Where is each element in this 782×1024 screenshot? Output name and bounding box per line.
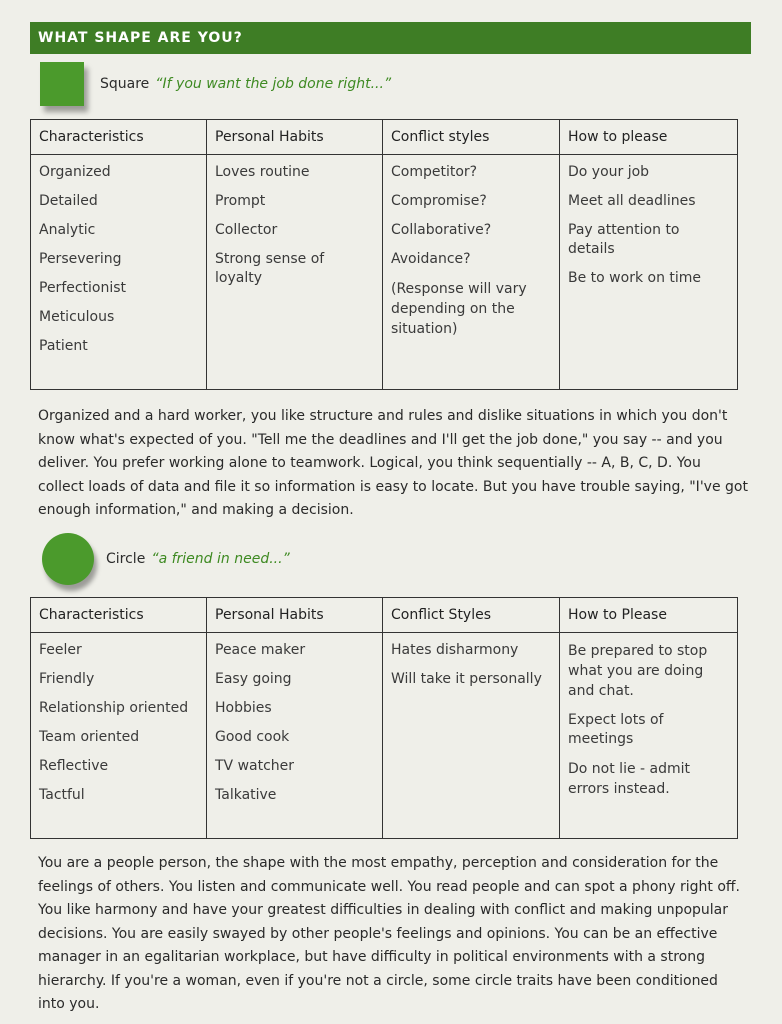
square-habits-cell bbox=[207, 155, 383, 390]
square-please-cell bbox=[560, 155, 738, 390]
list-item: Friendly bbox=[39, 671, 95, 687]
list-item: Pay attention to details bbox=[568, 222, 680, 257]
circle-title: Circle bbox=[106, 551, 146, 567]
list-item: Reflective bbox=[39, 758, 109, 774]
list-item: Talkative bbox=[215, 787, 277, 803]
table-row bbox=[31, 633, 738, 839]
table-header-row bbox=[31, 120, 738, 155]
list-item: Team oriented bbox=[39, 729, 140, 745]
list-item: Relationship oriented bbox=[39, 700, 189, 716]
list-item: Easy going bbox=[215, 671, 292, 687]
list-item: Collaborative? bbox=[391, 222, 492, 238]
list-item: TV watcher bbox=[215, 758, 295, 774]
list-item: Good cook bbox=[215, 729, 290, 745]
circle-characteristics-cell bbox=[31, 633, 207, 839]
column-header: Conflict styles bbox=[383, 120, 560, 155]
column-header: Characteristics bbox=[31, 120, 207, 155]
square-traits-table bbox=[30, 119, 738, 390]
page-banner: WHAT SHAPE ARE YOU? bbox=[30, 22, 751, 54]
list-item: Be prepared to stop what you are doing and chat. bbox=[568, 643, 708, 699]
circle-traits-table bbox=[30, 597, 738, 839]
square-quote: “If you want the job done right...” bbox=[155, 76, 392, 92]
circle-description: You are a people person, the shape with the most empathy, perception and consideration for the feelings of others. You listen and communicate well. You read people and can spot a phony right off. You like harmony and have your greatest difficulties in dealing with conflict and making unpopular decisions. You are easily swayed by other people's feelings and opinions. You can be an effective manager in an egalitarian workplace, but have difficulty in political environments with a strong hierarchy. If you're a woman, even if you're not a circle, some circle traits have been conditioned into you. bbox=[38, 855, 740, 1012]
list-item: Meticulous bbox=[39, 309, 115, 325]
list-item: Feeler bbox=[39, 642, 82, 658]
table-header-row bbox=[31, 598, 738, 633]
list-item: Collector bbox=[215, 222, 278, 238]
column-header: Personal Habits bbox=[207, 598, 383, 633]
list-item: Will take it personally bbox=[391, 671, 542, 687]
list-item: Organized bbox=[39, 164, 111, 180]
list-item: Compromise? bbox=[391, 193, 487, 209]
list-item: Expect lots of meetings bbox=[568, 712, 664, 747]
circle-habits-cell bbox=[207, 633, 383, 839]
list-item: Prompt bbox=[215, 193, 266, 209]
circle-please-cell bbox=[560, 633, 738, 839]
column-header: Characteristics bbox=[31, 598, 207, 633]
square-title: Square bbox=[100, 76, 150, 92]
list-item: Hates disharmony bbox=[391, 642, 519, 658]
list-item: Be to work on time bbox=[568, 270, 702, 286]
column-header: Conflict Styles bbox=[383, 598, 560, 633]
list-item: Do not lie - admit errors instead. bbox=[568, 761, 691, 797]
column-header: How to please bbox=[560, 120, 738, 155]
list-item: Strong sense of loyalty bbox=[215, 251, 325, 286]
circle-conflict-cell bbox=[383, 633, 560, 839]
list-item: Patient bbox=[39, 338, 88, 354]
column-header: Personal Habits bbox=[207, 120, 383, 155]
list-item: Detailed bbox=[39, 193, 98, 209]
square-description: Organized and a hard worker, you like structure and rules and dislike situations in which you don't know what's expected of you. "Tell me the deadlines and I'll get the job done," you say -- and you deliver. You prefer working alone to teamwork. Logical, you think sequentially -- A, B, C, D. You collect loads of data and file it so information is easy to locate. But you have trouble saying, "I've got enough information," and making a decision. bbox=[38, 408, 748, 518]
list-item: Hobbies bbox=[215, 700, 272, 716]
list-item: Analytic bbox=[39, 222, 96, 238]
circle-shape-icon bbox=[42, 533, 94, 585]
list-item: Perfectionist bbox=[39, 280, 127, 296]
circle-quote: “a friend in need...” bbox=[151, 551, 290, 567]
square-shape-icon bbox=[40, 62, 84, 106]
column-header: How to Please bbox=[560, 598, 738, 633]
list-item: (Response will vary depending on the situation) bbox=[391, 281, 527, 337]
list-item: Loves routine bbox=[215, 164, 310, 180]
square-characteristics-cell bbox=[31, 155, 207, 390]
list-item: Tactful bbox=[39, 787, 85, 803]
table-row bbox=[31, 155, 738, 390]
list-item: Avoidance? bbox=[391, 251, 471, 267]
square-conflict-cell bbox=[383, 155, 560, 390]
square-heading bbox=[40, 62, 391, 106]
list-item: Peace maker bbox=[215, 642, 306, 658]
circle-heading bbox=[42, 533, 290, 585]
list-item: Persevering bbox=[39, 251, 122, 267]
list-item: Do your job bbox=[568, 164, 650, 180]
list-item: Competitor? bbox=[391, 164, 478, 180]
list-item: Meet all deadlines bbox=[568, 193, 696, 209]
